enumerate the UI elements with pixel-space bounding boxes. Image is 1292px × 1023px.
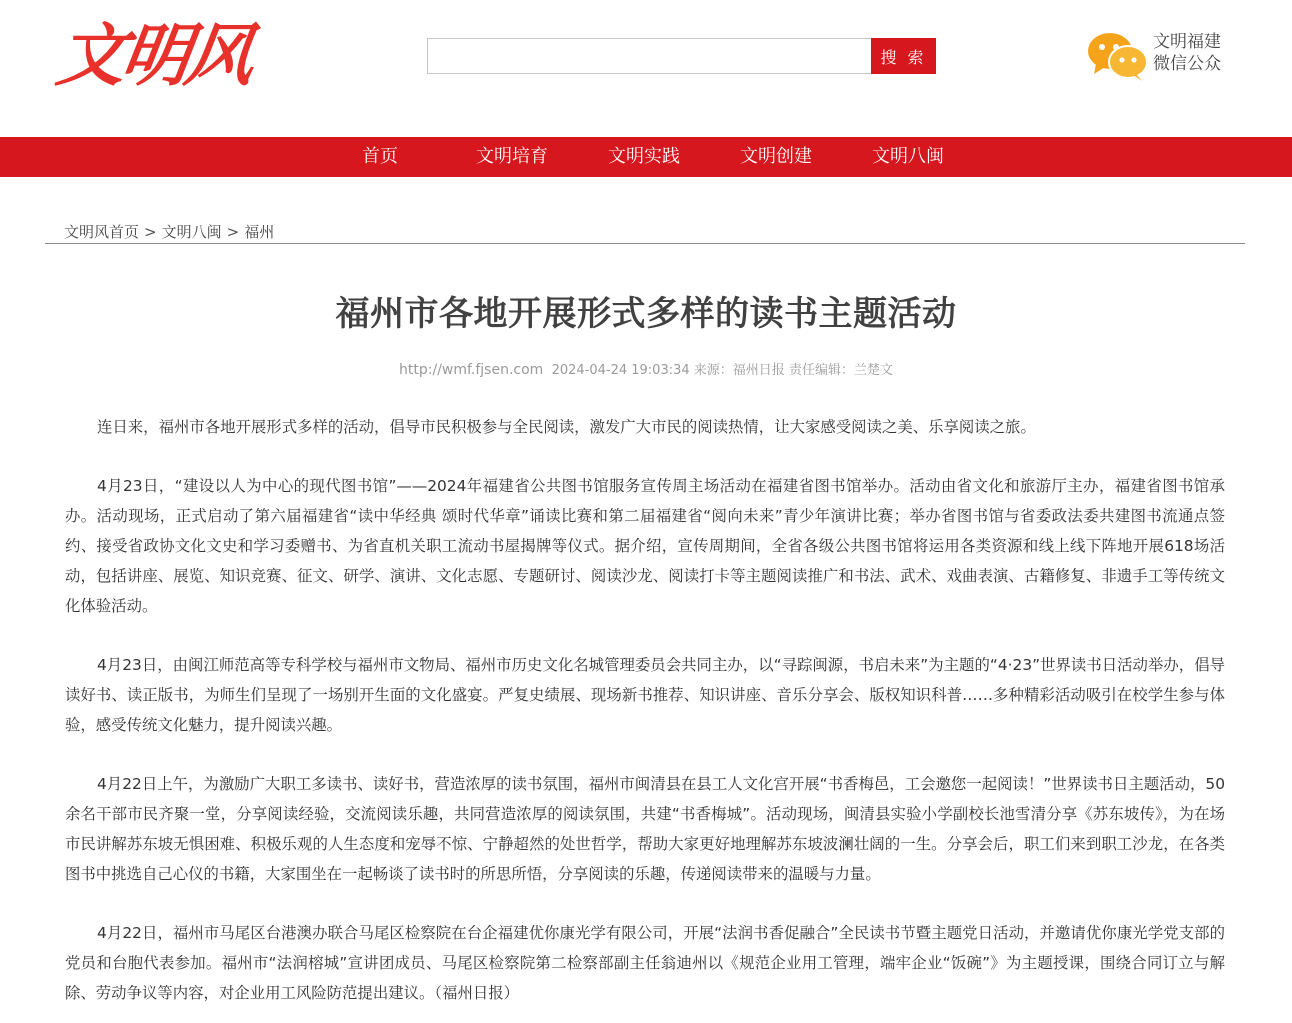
wechat-line2: 微信公众 [1153, 54, 1221, 74]
article-paragraph: 4月23日，“建设以人为中心的现代图书馆”——2024年福建省公共图书馆服务宣传周主场活动在福建省图书馆举办。活动由省文化和旅游厅主办，福建省图书馆承办。活动现场，正式启动了第六届福建省“读中华经典 颂时代华章”诵读比赛和第二届福建省“阅向未来”青少年演讲比赛；举办省图书馆与省委政法委共建图书流通点签约、接受省政协文化文史和学习委赠书、为省直机关职工流动书屋揭牌等仪式。据介绍，宣传周期间，全省各级公共图书馆将运用各类资源和线上线下阵地开展618场活动，包括讲座、展览、知识竞赛、征文、研学、演讲、文化志愿、专题研讨、阅读沙龙、阅读打卡等主题阅读推广和书法、武术、戏曲表演、古籍修复、非遗手工等传统文化体验活动。 [65, 477, 1225, 615]
breadcrumb-fuzhou[interactable]: 福州 [244, 223, 275, 241]
article-paragraph: 4月23日，由闽江师范高等专科学校与福州市文物局、福州市历史文化名城管理委员会共同主办，以“寻踪闽源，书启未来”为主题的“4·23”世界读书日活动举办，倡导读好书、读正版书，为师生们呈现了一场别开生面的文化盛宴。严复史绩展、现场新书推荐、知识讲座、音乐分享会、版权知识科普……多种精彩活动吸引在校学生参与体验，感受传统文化魅力，提升阅读兴趣。 [65, 656, 1225, 734]
breadcrumb-separator: > [144, 223, 157, 241]
nav-item-bamin[interactable]: 文明八闽 [872, 146, 944, 167]
main-nav [0, 137, 1292, 177]
wechat-line1: 文明福建 [1153, 32, 1221, 52]
breadcrumb-bamin[interactable]: 文明八闽 [161, 223, 222, 241]
search-input[interactable] [427, 38, 872, 74]
nav-item-practice[interactable]: 文明实践 [608, 146, 680, 167]
site-header [0, 0, 1292, 137]
article-body [65, 412, 1225, 1023]
article-paragraph: 4月22日，福州市马尾区台港澳办联合马尾区检察院在台企福建优你康光学有限公司，开展“法润书香促融合”全民读书节暨主题党日活动，并邀请优你康光学党支部的党员和台胞代表参加。福州市“法润榕城”宣讲团成员、马尾区检察院第二检察部副主任翁迪州以《规范企业用工管理，端牢企业“饭碗”》为主题授课，围绕合同订立与解除、劳动争议等内容，对企业用工风险防范提出建议。（福州日报） [65, 924, 1225, 1002]
wechat-text [1153, 31, 1221, 75]
breadcrumb [64, 221, 274, 242]
breadcrumb-divider [45, 243, 1245, 244]
breadcrumb-separator: > [226, 223, 240, 241]
logo-text: 文明风 [52, 16, 256, 96]
breadcrumb-home[interactable]: 文明风首页 [64, 223, 140, 241]
article-source: 来源：福州日报 [693, 363, 785, 378]
site-logo[interactable] [52, 12, 288, 100]
article-title: 福州市各地开展形式多样的读书主题活动 [335, 294, 957, 334]
nav-item-cultivation[interactable]: 文明培育 [476, 146, 548, 167]
article-paragraph: 连日来，福州市各地开展形式多样的活动，倡导市民积极参与全民阅读，激发广大市民的阅读热情，让大家感受阅读之美、乐享阅读之旅。 [97, 418, 1036, 436]
article-meta [0, 359, 1292, 378]
article-editor: 责任编辑：兰楚文 [788, 363, 893, 378]
search-button[interactable]: 搜 索 [871, 38, 936, 74]
nav-item-home[interactable]: 首页 [362, 146, 398, 167]
wechat-account-link[interactable] [1086, 28, 1246, 84]
wechat-icon [1086, 30, 1148, 82]
nav-item-creation[interactable]: 文明创建 [740, 146, 812, 167]
article-datetime: 2024-04-24 19:03:34 [551, 363, 690, 378]
article-paragraph: 4月22日上午，为激励广大职工多读书、读好书，营造浓厚的读书氛围，福州市闽清县在县工人文化宫开展“书香梅邑，工会邀您一起阅读！”世界读书日主题活动，50余名干部市民齐聚一堂，分享阅读经验，交流阅读乐趣，共同营造浓厚的阅读氛围，共建“书香梅城”。活动现场，闽清县实验小学副校长池雪清分享《苏东坡传》，为在场市民讲解苏东坡无惧困难、积极乐观的人生态度和宠辱不惊、宁静超然的处世哲学，帮助大家更好地理解苏东坡波澜壮阔的一生。分享会后，职工们来到职工沙龙，在各类图书中挑选自己心仪的书籍，大家围坐在一起畅谈了读书时的所思所悟，分享阅读的乐趣，传递阅读带来的温暖与力量。 [65, 775, 1225, 883]
article-url[interactable]: http://wmf.fjsen.com [399, 362, 544, 378]
